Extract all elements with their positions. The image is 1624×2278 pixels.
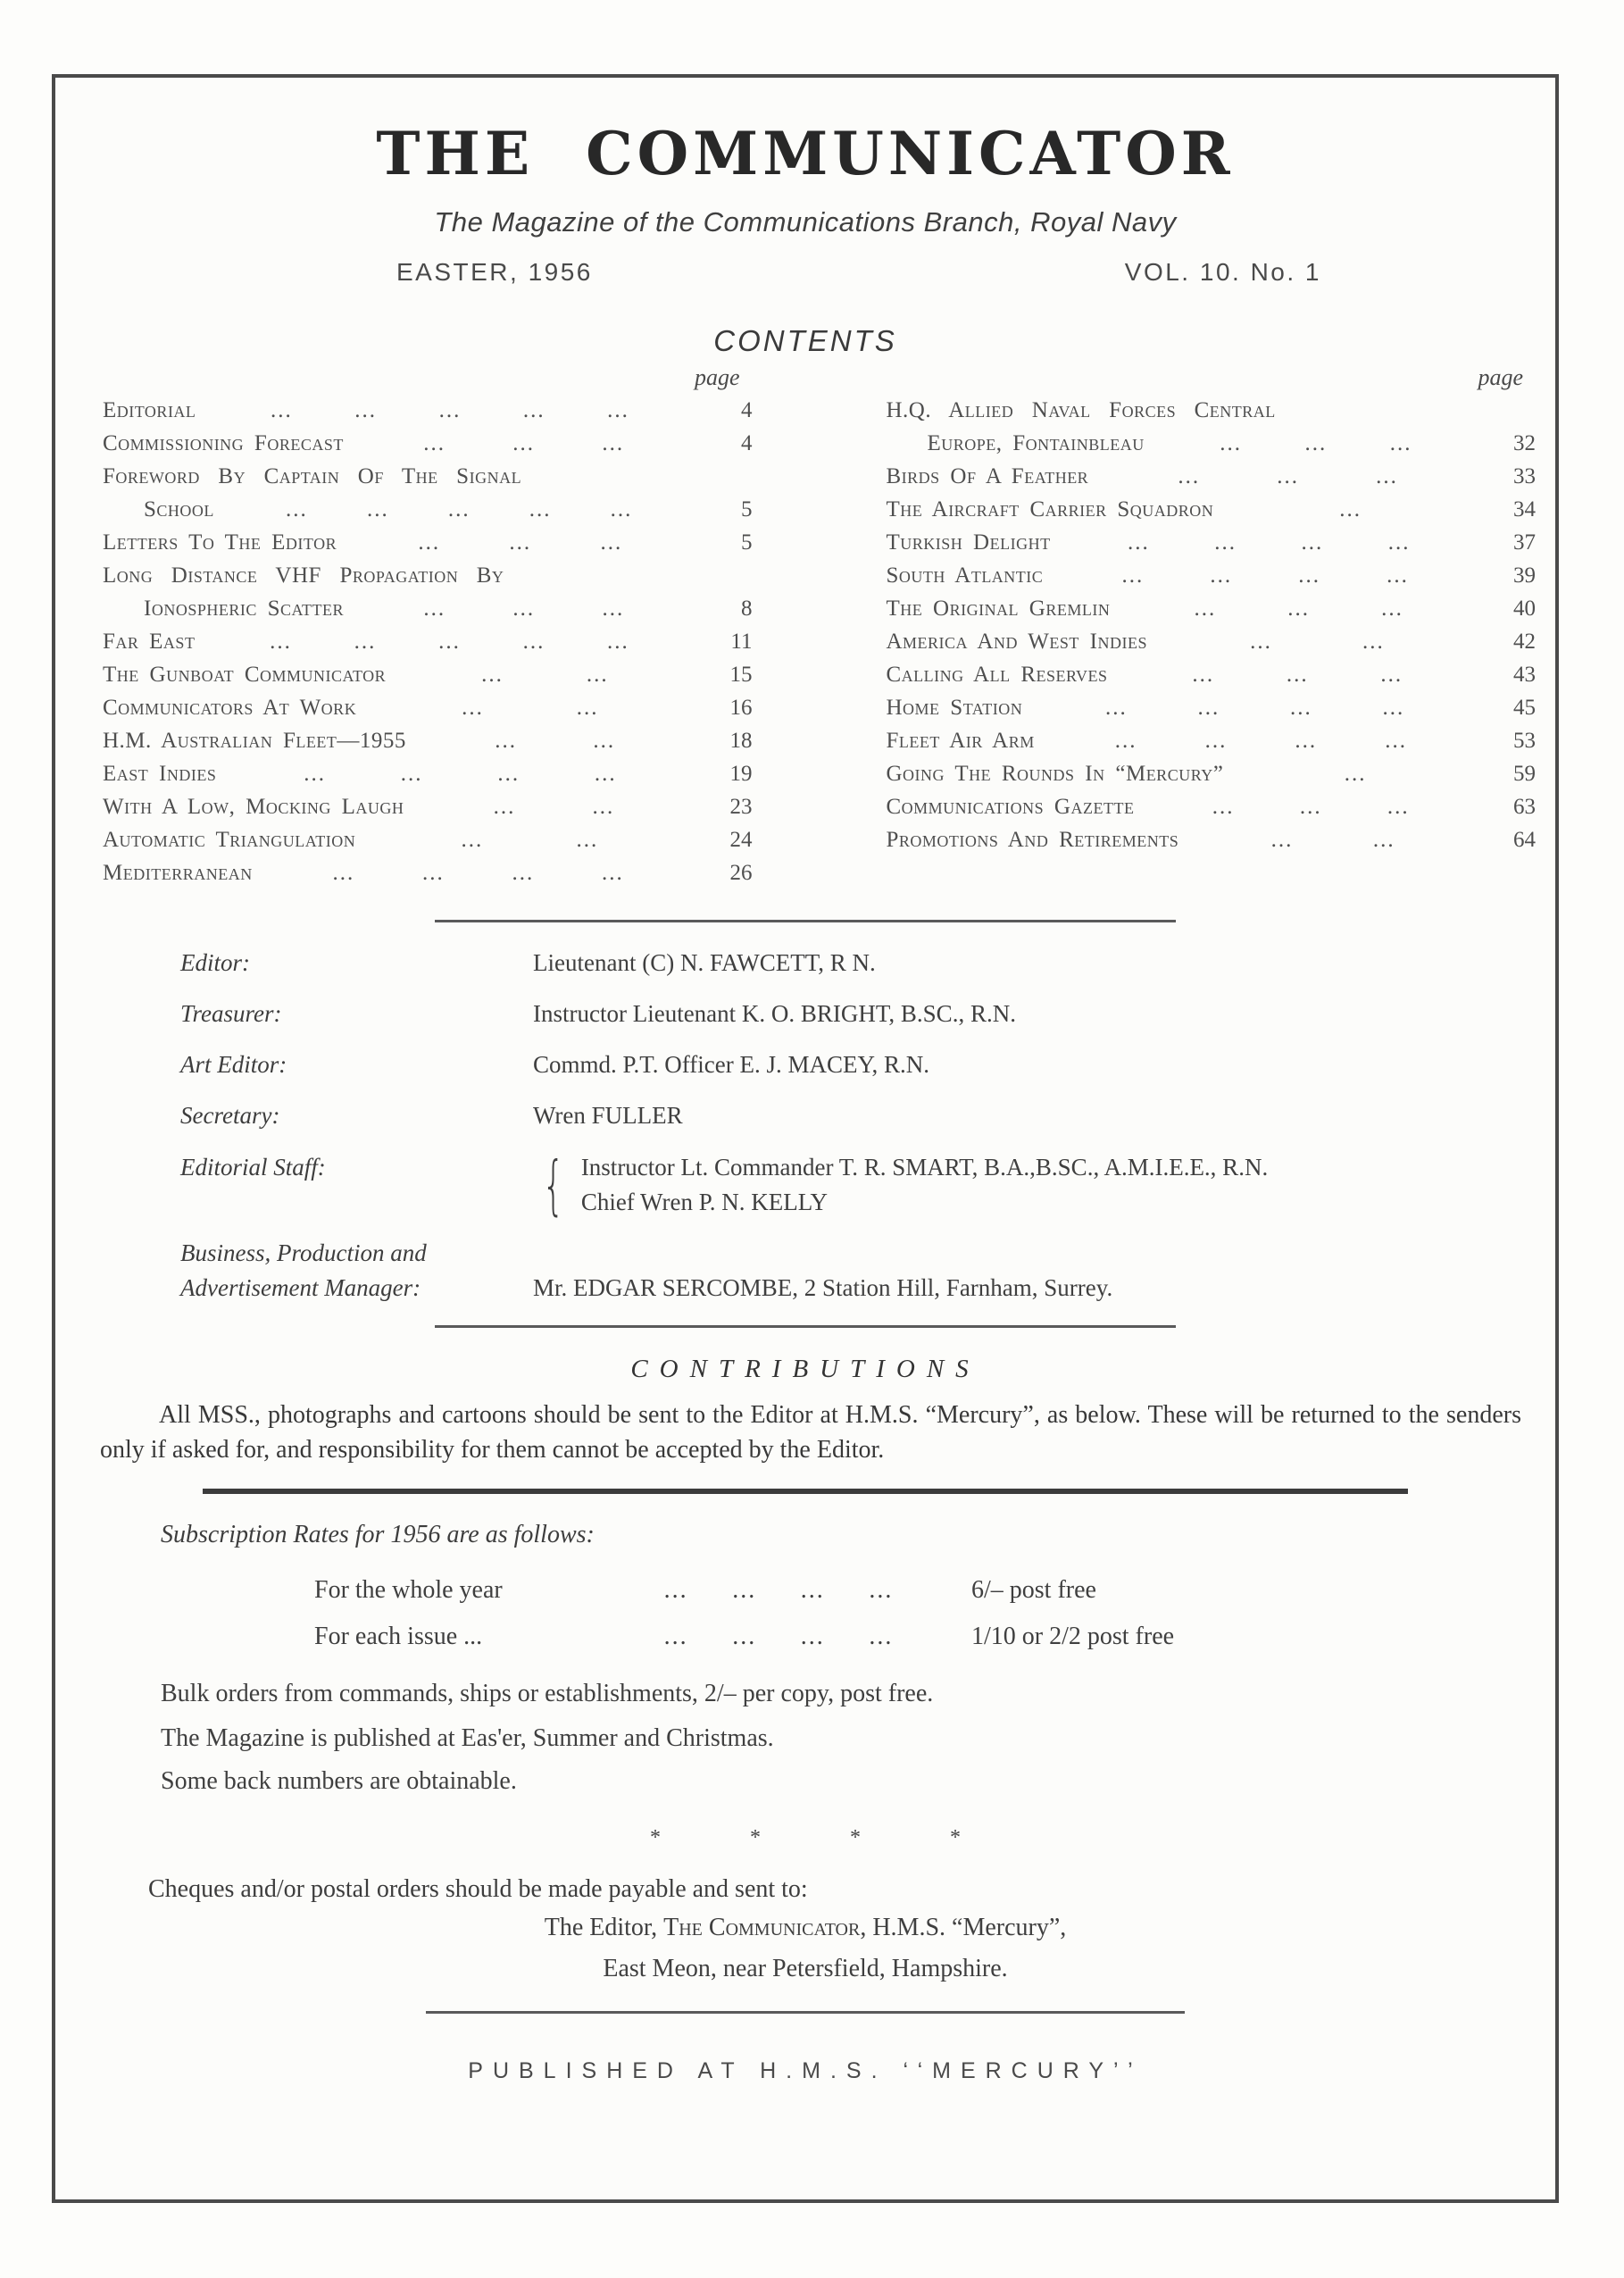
toc-entry-title: Birds Of A Feather: [886, 464, 1089, 488]
leader-dot-group: ...: [1194, 597, 1217, 621]
toc-entry-title: Home Station: [886, 696, 1023, 720]
toc-leader-dots: [1051, 526, 1487, 559]
leader-dot-group: ...: [421, 861, 445, 885]
toc-entry-page: 16: [729, 696, 753, 720]
issue-info-row: [396, 258, 1321, 287]
leader-dot-group: ...: [586, 663, 609, 687]
toc-entry-page: 4: [741, 431, 753, 455]
toc-entry: [887, 526, 1537, 559]
leader-dot-group: ...: [732, 1623, 757, 1651]
staff-role-label: Secretary:: [180, 1102, 280, 1130]
leader-dot-group: ...: [522, 398, 545, 422]
leader-dot-group: ...: [1197, 696, 1220, 720]
toc-leader-dots: [1134, 790, 1487, 823]
editorial-staff-group: [533, 1147, 1269, 1222]
leader-dot-group: ...: [1376, 464, 1398, 488]
toc-leader-dots: [1178, 823, 1487, 856]
leader-dot-group: ...: [522, 630, 545, 654]
leader-dot-group: ...: [1382, 696, 1405, 720]
toc-entry-page: 45: [1513, 696, 1536, 720]
toc-entry: [887, 790, 1537, 823]
toc-leader-dots: [337, 526, 704, 559]
toc-leader-dots: [1088, 460, 1487, 493]
toc-entry-page: 18: [729, 729, 753, 753]
table-of-contents: [103, 362, 1536, 889]
toc-leader-dots: [1022, 691, 1487, 724]
leader-dot-group: ...: [512, 861, 535, 885]
toc-entry: [103, 526, 753, 559]
toc-entry-title: School: [144, 497, 214, 522]
leader-dot-group: ...: [1121, 563, 1145, 588]
leader-dot-group: ...: [602, 597, 625, 621]
subscription-rates: [314, 1567, 1350, 1660]
toc-entry-title: Automatic Triangulation: [103, 828, 356, 852]
rate-label: For the whole year: [314, 1576, 503, 1605]
leader-dot-group: ...: [1301, 530, 1324, 555]
issue-date: EASTER, 1956: [396, 258, 593, 286]
magazine-cover-page: [52, 74, 1559, 2203]
toc-entry-page: 37: [1513, 530, 1536, 555]
toc-leader-dots: [214, 493, 704, 526]
toc-leader-dots: [386, 658, 704, 691]
leader-dot-group: ...: [610, 497, 633, 522]
toc-entry-page: 15: [729, 663, 753, 687]
star-separator: [55, 1826, 1555, 1850]
toc-leader-dots: [404, 790, 704, 823]
leader-dot-group: ...: [1277, 464, 1299, 488]
leader-dot-group: ...: [1114, 729, 1137, 753]
toc-leader-dots: [1147, 625, 1487, 658]
toc-entry-title: The Original Gremlin: [886, 597, 1111, 621]
staff-row: [180, 1098, 1520, 1133]
toc-leader-dots: [195, 625, 704, 658]
toc-entry-page: 53: [1513, 729, 1536, 753]
toc-entry-page: 59: [1513, 762, 1536, 786]
leader-dot-group: ...: [592, 795, 615, 819]
leader-dot-group: ...: [1389, 431, 1412, 455]
address-post: , H.M.S. “Mercury”,: [860, 1914, 1067, 1942]
subscription-rate-row: [314, 1567, 1350, 1614]
toc-entry: [103, 691, 753, 724]
toc-entry-title: Europe, Fontainbleau: [927, 431, 1145, 455]
toc-entry: [887, 691, 1537, 724]
leader-dot-group: ...: [663, 1623, 688, 1651]
toc-leader-dots: [355, 823, 704, 856]
leader-dot-group: ...: [304, 762, 326, 786]
toc-entry-page: 63: [1513, 795, 1536, 819]
toc-entry-title: Commissioning Forecast: [103, 431, 344, 455]
leader-dot-group: ...: [354, 398, 378, 422]
toc-leader-dots: [196, 394, 704, 427]
published-at-line: PUBLISHED AT H.M.S. ‘‘MERCURY’’: [468, 2057, 1143, 2083]
toc-entry: [887, 427, 1537, 460]
toc-entry-title: Ionospheric Scatter: [144, 597, 344, 621]
staff-name: Commd. P.T. Officer E. J. MACEY, R.N.: [533, 1051, 930, 1079]
toc-entry-title: Promotions And Retirements: [886, 828, 1179, 852]
leader-dot-group: ...: [607, 398, 629, 422]
leader-dot-group: ...: [270, 630, 292, 654]
toc-entry-page: 5: [741, 497, 753, 522]
leader-dot-group: ...: [1214, 530, 1237, 555]
leader-dot-group: ...: [593, 729, 616, 753]
toc-leader-dots: [1108, 658, 1487, 691]
toc-entry-title: H.Q. Allied Naval Forces Central: [886, 398, 1276, 422]
leader-dot-group: ...: [602, 431, 625, 455]
toc-entry-page: 43: [1513, 663, 1536, 687]
toc-entry-title: With A Low, Mocking Laugh: [103, 795, 404, 819]
toc-entry-title: Fleet Air Arm: [886, 729, 1035, 753]
toc-entry: [103, 559, 753, 592]
leader-dot-group: ...: [1270, 828, 1294, 852]
staff-row: [180, 1147, 1520, 1222]
leader-dot-group: ...: [332, 861, 355, 885]
toc-entry-page: 5: [741, 530, 753, 555]
toc-right-rows: [887, 394, 1537, 856]
toc-entry-page: 4: [741, 398, 753, 422]
leader-dot-group: ...: [1298, 563, 1320, 588]
leader-dot-group: ...: [800, 1576, 825, 1605]
contributions-paragraph: All MSS., photographs and cartoons should be sent to the Editor at H.M.S. “Mercury”, as below. These will be returned to the senders only if asked for, and responsibility for them cannot be accepted by the Editor.: [100, 1401, 1521, 1464]
toc-entry-title: Turkish Delight: [886, 530, 1051, 555]
leader-dot-group: ...: [663, 1576, 688, 1605]
leader-dot-group: ...: [869, 1623, 894, 1651]
asterisk-icon: *: [950, 1826, 961, 1850]
leader-dot-group: ...: [529, 497, 552, 522]
leader-dot-group: ...: [461, 828, 484, 852]
leader-dot-group: ...: [512, 431, 536, 455]
toc-entry: [887, 658, 1537, 691]
toc-entry-page: 8: [741, 597, 753, 621]
toc-entry: [103, 724, 753, 757]
toc-entry: [103, 394, 753, 427]
staff-row: [180, 1047, 1520, 1082]
toc-entry-page: 19: [729, 762, 753, 786]
leader-dot-group: ...: [1385, 729, 1407, 753]
leader-dot-group: ...: [497, 762, 521, 786]
subscription-rate-row: [314, 1614, 1350, 1660]
toc-entry-title: Communications Gazette: [886, 795, 1135, 819]
leader-dot-group: ...: [576, 828, 599, 852]
leader-dot-group: ...: [493, 795, 516, 819]
leader-dot-group: ...: [1387, 795, 1410, 819]
publication-schedule-line: The Magazine is published at Eas'er, Summer and Christmas.: [161, 1724, 774, 1753]
toc-leader-dots: [216, 757, 704, 790]
toc-entry-title: Letters To The Editor: [103, 530, 337, 555]
staff-name: Mr. EDGAR SERCOMBE, 2 Station Hill, Farnham, Surrey.: [533, 1273, 1113, 1301]
leader-dot-group: ...: [1380, 663, 1403, 687]
leader-dot-group: ...: [423, 597, 446, 621]
page-column-label-right: page: [1478, 364, 1523, 390]
toc-entry-page: 42: [1513, 630, 1536, 654]
leader-dot-group: ...: [438, 398, 462, 422]
toc-entry-page: 64: [1513, 828, 1536, 852]
rate-price: 6/– post free: [971, 1576, 1096, 1605]
toc-left-rows: [103, 394, 753, 889]
divider-above-footer: [426, 2011, 1185, 2014]
leader-dot-group: ...: [1362, 630, 1385, 654]
leader-dot-group: ...: [418, 530, 441, 555]
toc-entry-title: Long Distance VHF Propagation By: [103, 563, 504, 588]
leader-dot-group: ...: [354, 630, 377, 654]
staff-name: Instructor Lieutenant K. O. BRIGHT, B.SC., R.N.: [533, 1000, 1016, 1028]
leader-dot-group: ...: [400, 762, 423, 786]
contributions-heading: CONTRIBUTIONS: [630, 1355, 980, 1384]
asterisk-icon: *: [750, 1826, 761, 1850]
magazine-title: THE COMMUNICATOR: [376, 119, 1235, 188]
asterisk-icon: *: [650, 1826, 661, 1850]
toc-entry: [103, 592, 753, 625]
leader-dot-group: ...: [732, 1576, 757, 1605]
subscription-intro: Subscription Rates for 1956 are as follows:: [161, 1521, 595, 1549]
leader-dot-group: ...: [1381, 597, 1403, 621]
toc-entry: [887, 559, 1537, 592]
toc-leader-dots: [1035, 724, 1487, 757]
staff-row: [180, 997, 1520, 1031]
toc-entry-title: Going The Rounds In “Mercury”: [886, 762, 1224, 786]
toc-entry: [103, 625, 753, 658]
leader-dot-group: ...: [1295, 729, 1318, 753]
leader-dot-group: ...: [607, 630, 629, 654]
leader-dot-group: ...: [1387, 563, 1409, 588]
leader-dot-group: ...: [1250, 630, 1272, 654]
page-column-label-left: page: [694, 364, 740, 390]
leader-dot-group: ...: [1204, 729, 1228, 753]
toc-entry: [887, 460, 1537, 493]
leader-dot-group: ...: [1299, 795, 1322, 819]
staff-name-list: [581, 1150, 1268, 1220]
leader-dot-group: ...: [423, 431, 446, 455]
leader-dot-group: ...: [481, 663, 504, 687]
toc-entry-page: 26: [729, 861, 753, 885]
toc-entry: [103, 790, 753, 823]
leader-dot-group: ...: [509, 530, 532, 555]
leader-dot-group: ...: [1344, 762, 1367, 786]
leader-dot-group: ...: [1220, 431, 1242, 455]
rate-label: For each issue ...: [314, 1623, 483, 1651]
staff-role-label: Business, Production and Advertisement Manager:: [180, 1239, 427, 1301]
toc-entry-title: Calling All Reserves: [886, 663, 1108, 687]
toc-entry: [103, 493, 753, 526]
address-magazine-name: The Communicator: [663, 1914, 861, 1942]
toc-leader-dots: [1043, 559, 1487, 592]
toc-leader-dots: [1110, 592, 1487, 625]
leader-dot-group: ...: [286, 497, 308, 522]
leader-dot-group: ...: [1287, 597, 1311, 621]
toc-entry-title: Communicators At Work: [103, 696, 357, 720]
toc-entry-page: 40: [1513, 597, 1536, 621]
toc-entry-page: 33: [1513, 464, 1536, 488]
toc-entry: [887, 592, 1537, 625]
toc-entry: [887, 823, 1537, 856]
staff-role-label: Editor:: [180, 949, 250, 976]
staff-name: Instructor Lt. Commander T. R. SMART, B.A.,B.SC., A.M.I.E.E., R.N.: [580, 1153, 1269, 1181]
toc-entry-title: Mediterranean: [103, 861, 253, 885]
toc-entry-page: 11: [730, 630, 753, 654]
toc-right-column: [887, 362, 1537, 889]
leader-dot-group: ...: [1304, 431, 1328, 455]
staff-row: [180, 1236, 1520, 1306]
toc-entry: [103, 856, 753, 889]
toc-entry: [887, 724, 1537, 757]
leader-dot-group: ...: [601, 861, 624, 885]
leader-dot-group: ...: [576, 696, 599, 720]
toc-leader-dots: [344, 592, 704, 625]
toc-leader-dots: [253, 856, 704, 889]
toc-leader-dots: [1213, 493, 1487, 526]
editor-address-line2: East Meon, near Petersfield, Hampshire.: [603, 1955, 1008, 1983]
staff-credits-block: [180, 946, 1520, 1306]
leader-dot-group: ...: [869, 1576, 894, 1605]
leader-dot-group: ...: [1105, 696, 1128, 720]
toc-entry: [103, 427, 753, 460]
toc-left-column: [103, 362, 753, 889]
volume-number: VOL. 10. No. 1: [1124, 258, 1321, 286]
staff-name: Wren FULLER: [533, 1102, 683, 1130]
thick-divider: [203, 1489, 1408, 1494]
leader-dot-group: ...: [495, 729, 517, 753]
toc-entry: [887, 757, 1537, 790]
rate-price: 1/10 or 2/2 post free: [971, 1623, 1175, 1651]
staff-role-label: Editorial Staff:: [180, 1153, 326, 1181]
leader-dot-group: ...: [438, 630, 461, 654]
asterisk-icon: *: [850, 1826, 861, 1850]
toc-entry-title: America And West Indies: [886, 630, 1147, 654]
toc-entry-page: 39: [1513, 563, 1536, 588]
toc-entry: [887, 625, 1537, 658]
staff-role-label: Art Editor:: [180, 1051, 287, 1079]
leader-dot-group: ...: [447, 497, 471, 522]
leader-dot-group: ...: [366, 497, 389, 522]
staff-name: Chief Wren P. N. KELLY: [580, 1188, 828, 1215]
leader-dot-group: ...: [1286, 663, 1309, 687]
toc-leader-dots: [344, 427, 704, 460]
leader-dot-group: ...: [1178, 464, 1201, 488]
leader-dot-group: ...: [1289, 696, 1312, 720]
leader-dot-group: ...: [270, 398, 293, 422]
leader-dot-group: ...: [512, 597, 536, 621]
toc-entry-title: Foreword By Captain Of The Signal: [103, 464, 522, 488]
editor-address-line1: [55, 1911, 1555, 1945]
cheques-line: Cheques and/or postal orders should be made payable and sent to:: [148, 1875, 808, 1904]
leader-dot-group: ...: [1128, 530, 1150, 555]
toc-entry-title: East Indies: [103, 762, 217, 786]
staff-row: [180, 946, 1520, 980]
toc-entry: [103, 757, 753, 790]
leader-dot-group: ...: [1212, 795, 1235, 819]
leader-dot-group: ...: [1192, 663, 1215, 687]
toc-leader-dots: [1145, 427, 1487, 460]
toc-entry-title: Editorial: [103, 398, 196, 422]
leader-dot-group: ...: [800, 1623, 825, 1651]
toc-entry: [103, 823, 753, 856]
toc-leader-dots: [1223, 757, 1487, 790]
contents-heading: CONTENTS: [713, 324, 897, 357]
divider-above-staff: [435, 920, 1176, 922]
staff-role-label: Treasurer:: [180, 1000, 282, 1028]
toc-entry: [887, 493, 1537, 526]
leader-dot-group: ...: [1387, 530, 1411, 555]
toc-entry: [103, 658, 753, 691]
toc-entry: [103, 460, 753, 493]
back-numbers-line: Some back numbers are obtainable.: [161, 1767, 517, 1796]
curly-brace-icon: {: [542, 1147, 565, 1222]
toc-entry-title: Far East: [103, 630, 196, 654]
toc-entry: [887, 394, 1537, 427]
leader-dot-group: ...: [462, 696, 484, 720]
toc-entry-title: The Aircraft Carrier Squadron: [886, 497, 1214, 522]
toc-leader-dots: [356, 691, 704, 724]
toc-entry-page: 32: [1513, 431, 1536, 455]
toc-entry-page: 24: [729, 828, 753, 852]
address-pre: The Editor,: [544, 1914, 664, 1942]
toc-entry-page: 23: [729, 795, 753, 819]
leader-dot-group: ...: [1339, 497, 1362, 522]
magazine-subtitle: The Magazine of the Communications Branch, Royal Navy: [434, 206, 1177, 238]
toc-entry-title: H.M. Australian Fleet—1955: [103, 729, 406, 753]
rate-leader-dots: [609, 1567, 948, 1614]
bulk-orders-line: Bulk orders from commands, ships or establishments, 2/– per copy, post free.: [161, 1680, 934, 1708]
leader-dot-group: ...: [594, 762, 617, 786]
toc-entry-page: 34: [1513, 497, 1536, 522]
toc-entry-title: South Atlantic: [886, 563, 1044, 588]
staff-name: Lieutenant (C) N. FAWCETT, R N.: [533, 949, 876, 976]
toc-entry-title: The Gunboat Communicator: [103, 663, 387, 687]
leader-dot-group: ...: [600, 530, 623, 555]
divider-above-contributions: [435, 1325, 1176, 1328]
toc-leader-dots: [406, 724, 704, 757]
leader-dot-group: ...: [1210, 563, 1233, 588]
leader-dot-group: ...: [1372, 828, 1395, 852]
rate-leader-dots: [609, 1614, 948, 1660]
